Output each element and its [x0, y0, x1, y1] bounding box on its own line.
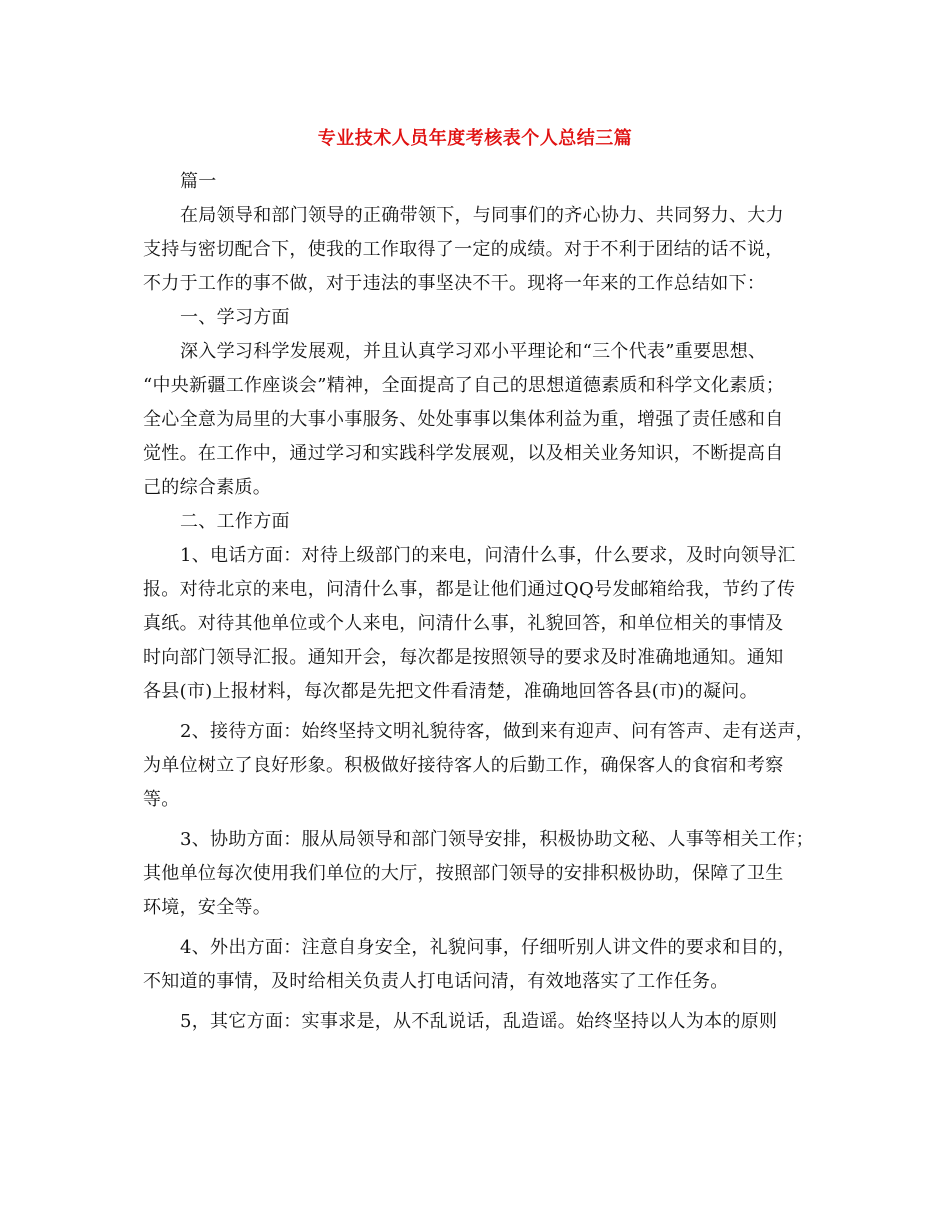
paragraph-line: 为单位树立了良好形象。积极做好接待客人的后勤工作，确保客人的食宿和考察	[143, 755, 784, 776]
paragraph-line: 等。	[143, 789, 180, 810]
section-heading: 二、工作方面	[180, 511, 290, 532]
paragraph-line: 支持与密切配合下，使我的工作取得了一定的成绩。对于不利于团结的话不说，	[143, 239, 784, 260]
document-body	[143, 165, 815, 1039]
paragraph-line: 不知道的事情，及时给相关负责人打电话问清，有效地落实了工作任务。	[143, 971, 729, 992]
paragraph-line: 深入学习科学发展观，并且认真学习邓小平理论和“三个代表”重要思想、	[180, 341, 767, 362]
paragraph-line: 时向部门领导汇报。通知开会，每次都是按照领导的要求及时准确地通知。通知	[143, 647, 784, 668]
paragraph-line: 真纸。对待其他单位或个人来电，问清什么事，礼貌回答，和单位相关的事情及	[143, 613, 784, 634]
paragraph-line: 其他单位每次使用我们单位的大厅，按照部门领导的安排积极协助，保障了卫生	[143, 863, 784, 884]
section-heading: 一、学习方面	[180, 307, 290, 328]
paragraph-line: 报。对待北京的来电，问清什么事，都是让他们通过QQ号发邮箱给我，节约了传	[143, 579, 796, 600]
paragraph-line: 己的综合素质。	[143, 477, 272, 498]
paragraph-line: 5，其它方面：实事求是，从不乱说话，乱造谣。始终坚持以人为本的原则	[180, 1011, 778, 1032]
paragraph-line: 全心全意为局里的大事小事服务、处处事事以集体利益为重，增强了责任感和自	[143, 409, 784, 430]
paragraph-line: 不力于工作的事不做，对于违法的事坚决不干。现将一年来的工作总结如下：	[143, 273, 766, 294]
paragraph-line: 3、协助方面：服从局领导和部门领导安排，积极协助文秘、人事等相关工作；	[180, 829, 814, 850]
paragraph-line: 在局领导和部门领导的正确带领下，与同事们的齐心协力、共同努力、大力	[180, 205, 784, 226]
paragraph-line: 篇一	[180, 171, 217, 192]
paragraph-line: 4、外出方面：注意自身安全，礼貌问事，仔细听别人讲文件的要求和目的，	[180, 937, 796, 958]
paragraph-line: 2、接待方面：始终坚持文明礼貌待客，做到来有迎声、问有答声、走有送声，	[180, 721, 814, 742]
paragraph-line: “中央新疆工作座谈会”精神，全面提高了自己的思想道德素质和科学文化素质；	[143, 375, 785, 396]
paragraph-line: 觉性。在工作中，通过学习和实践科学发展观，以及相关业务知识，不断提高自	[143, 443, 784, 464]
document-title: 专业技术人员年度考核表个人总结三篇	[317, 128, 633, 149]
paragraph-line: 各县(市)上报材料，每次都是先把文件看清楚，准确地回答各县(市)的凝问。	[143, 681, 758, 702]
paragraph-line: 1、电话方面：对待上级部门的来电，问清什么事，什么要求，及时向领导汇	[180, 545, 796, 566]
paragraph-line: 环境，安全等。	[143, 897, 272, 918]
